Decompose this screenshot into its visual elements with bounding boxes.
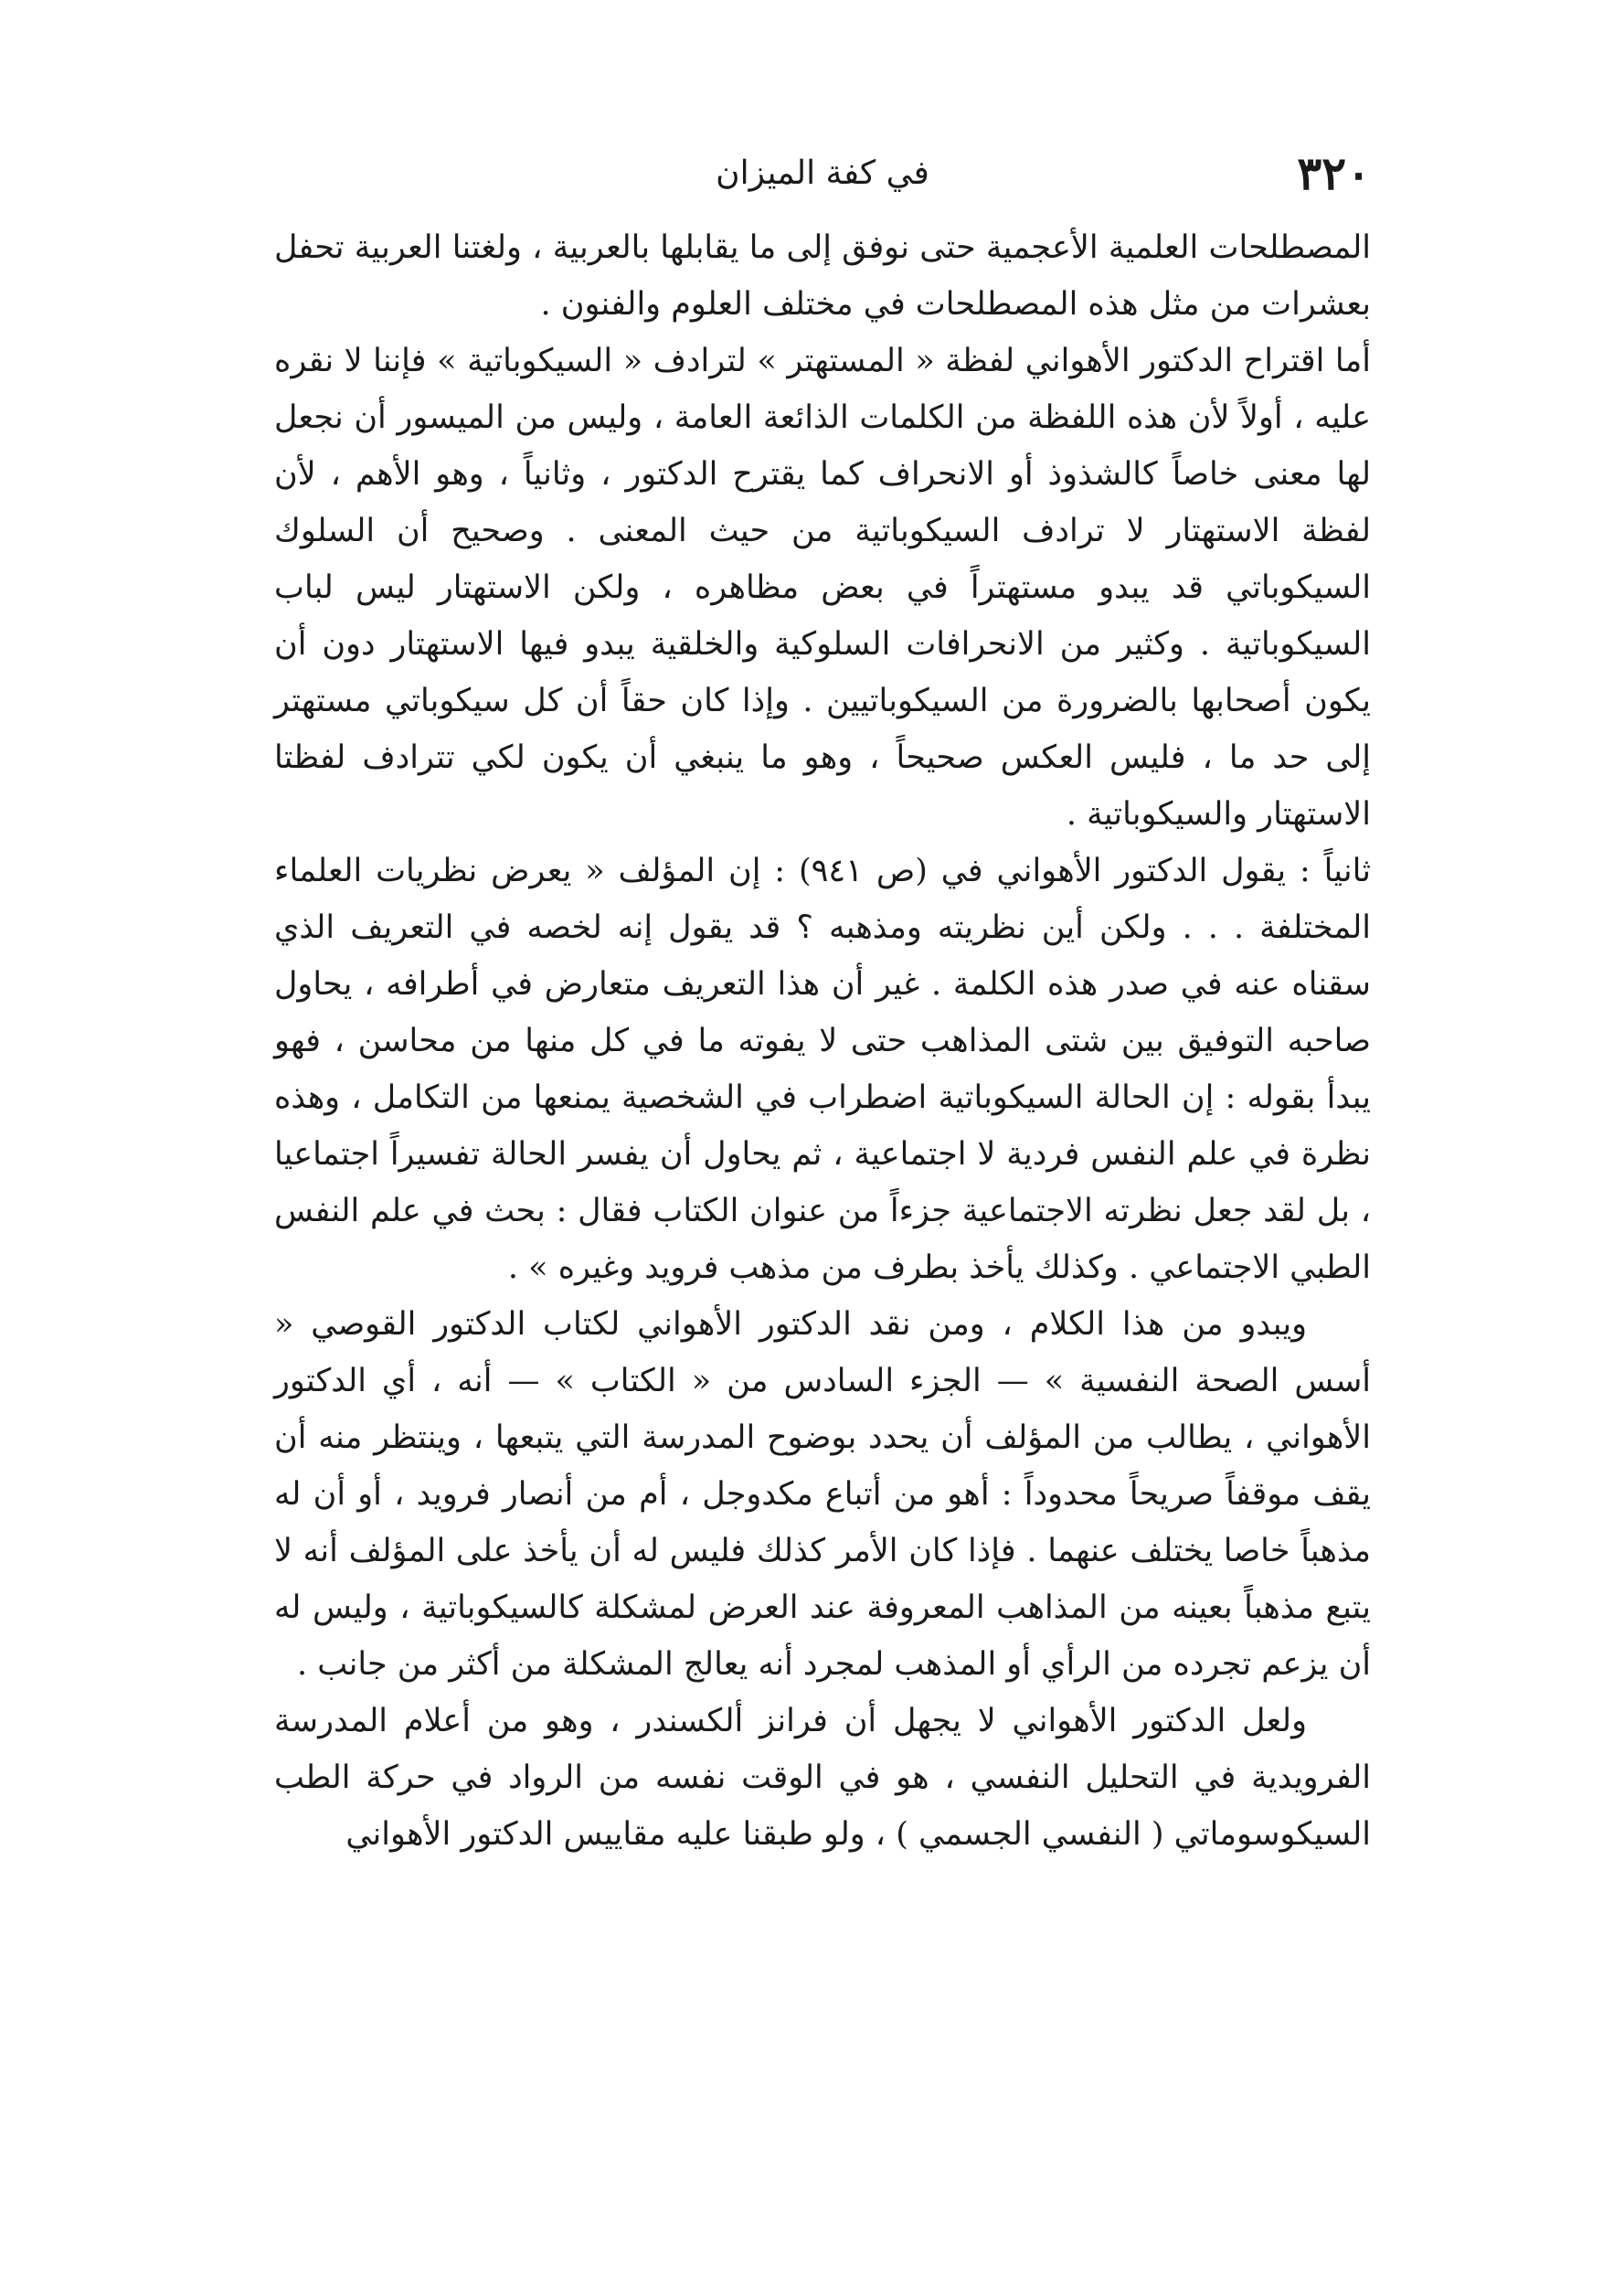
paragraph: ولعل الدكتور الأهواني لا يجهل أن فرانز ألكسندر ، وهو من أعلام المدرسة الفرويدية في التحليل النفسي ، هو في الوقت نفسه من الرواد في حركة الطب السيكوسوماتي ( النفسي الجسمي ) ، ولو طبقنا عليه مقاييس الدكتور الأهواني xyxy=(274,1703,1371,1853)
paragraph: ويبدو من هذا الكلام ، ومن نقد الدكتور الأهواني لكتاب الدكتور القوصي « أسس الصحة النفسية » — الجزء السادس من « الكتاب » — أنه ، أي الدكتور الأهواني ، يطالب من المؤلف أن يحدد بوضوح المدرسة التي يتبعها ، وينتظر منه أن يقف موقفاً صريحاً محدوداً : أهو من أتباع مكدوجل ، أم من أنصار فرويد ، أو أن له مذهباً خاصا يختلف عنهما . فإذا كان الأمر كذلك فليس له أن يأخذ على المؤلف أنه لا يتبع مذهباً بعينه من المذاهب المعروفة عند العرض لمشكلة كالسيكوباتية ، وليس له أن يزعم تجرده من الرأي أو المذهب لمجرد أنه يعالج المشكلة من أكثر من جانب . xyxy=(274,1306,1371,1683)
page-header xyxy=(274,137,1371,210)
page-number: ٣٢٠ xyxy=(1297,146,1371,200)
running-title: في كفة الميزان xyxy=(716,154,929,192)
paragraph: ثانياً : يقول الدكتور الأهواني في (ص ٩٤١) : إن المؤلف « يعرض نظريات العلماء المختلفة . . . ولكن أين نظريته ومذهبه ؟ قد يقول إنه لخصه في التعريف الذي سقناه عنه في صدر هذه الكلمة . غير أن هذا التعريف متعارض في أطرافه ، يحاول صاحبه التوفيق بين شتى المذاهب حتى لا يفوته ما في كل منها من محاسن ، فهو يبدأ بقوله : إن الحالة السيكوباتية اضطراب في الشخصية يمنعها من التكامل ، وهذه نظرة في علم النفس فردية لا اجتماعية ، ثم يحاول أن يفسر الحالة تفسيراً اجتماعيا ، بل لقد جعل نظرته الاجتماعية جزءاً من عنوان الكتاب فقال : بحث في علم النفس الطبي الاجتماعي . وكذلك يأخذ بطرف من مذهب فرويد وغيره » . xyxy=(274,853,1371,1286)
paragraph: أما اقتراح الدكتور الأهواني لفظة « المستهتر » لترادف « السيكوباتية » فإننا لا نقره عليه ، أولاً لأن هذه اللفظة من الكلمات الذائعة العامة ، وليس من الميسور أن نجعل لها معنى خاصاً كالشذوذ أو الانحراف كما يقترح الدكتور ، وثانياً ، وهو الأهم ، لأن لفظة الاستهتار لا ترادف السيكوباتية من حيث المعنى . وصحيح أن السلوك السيكوباتي قد يبدو مستهتراً في بعض مظاهره ، ولكن الاستهتار ليس لباب السيكوباتية . وكثير من الانحرافات السلوكية والخلقية يبدو فيها الاستهتار دون أن يكون أصحابها بالضرورة من السيكوباتيين . وإذا كان حقاً أن كل سيكوباتي مستهتر إلى حد ما ، فليس العكس صحيحاً ، وهو ما ينبغي أن يكون لكي تترادف لفظتا الاستهتار والسيكوباتية . xyxy=(274,343,1371,833)
body-text xyxy=(274,219,1371,2184)
paragraph-continuation: المصطلحات العلمية الأعجمية حتى نوفق إلى ما يقابلها بالعربية ، ولغتنا العربية تحفل بعشرات من مثل هذه المصطلحات في مختلف العلوم والفنون . xyxy=(274,229,1371,323)
